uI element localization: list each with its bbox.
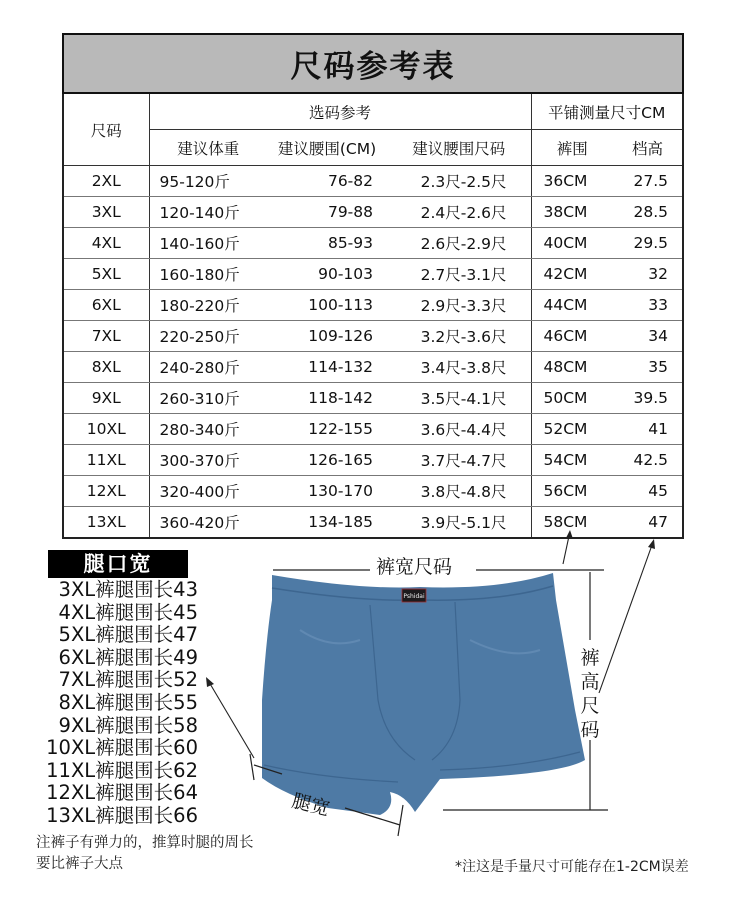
leg-opening-item: 4XL裤腿围长45 — [58, 600, 198, 624]
header-waist-chi: 建议腰围尺码 — [387, 130, 531, 166]
cell-waist-cm: 114-132 — [267, 352, 387, 383]
leg-opening-item: 8XL裤腿围长55 — [58, 690, 198, 714]
cell-rise: 35 — [613, 352, 683, 383]
leg-opening-item: 10XL裤腿围长60 — [46, 736, 198, 760]
cell-hip: 50CM — [531, 383, 613, 414]
cell-rise: 34 — [613, 321, 683, 352]
cell-hip: 52CM — [531, 414, 613, 445]
cell-hip: 48CM — [531, 352, 613, 383]
cell-hip: 54CM — [531, 445, 613, 476]
leg-opening-item: 3XL裤腿围长43 — [58, 578, 198, 601]
cell-rise: 42.5 — [613, 445, 683, 476]
rise-label-char: 裤 — [580, 647, 600, 669]
cell-size: 7XL — [63, 321, 149, 352]
header-group-flat: 平铺测量尺寸CM — [531, 93, 683, 130]
cell-waist-cm: 118-142 — [267, 383, 387, 414]
cell-size: 5XL — [63, 259, 149, 290]
cell-size: 6XL — [63, 290, 149, 321]
rise-label-char: 高 — [580, 671, 600, 693]
header-size: 尺码 — [63, 93, 149, 166]
cell-hip: 36CM — [531, 166, 613, 197]
cell-hip: 46CM — [531, 321, 613, 352]
cell-waist-cm: 134-185 — [267, 507, 387, 539]
cell-rise: 47 — [613, 507, 683, 539]
cell-rise: 45 — [613, 476, 683, 507]
cell-waist-chi: 2.7尺-3.1尺 — [387, 259, 531, 290]
cell-waist-cm: 126-165 — [267, 445, 387, 476]
waist-width-label: 裤宽尺码 — [376, 556, 453, 578]
cell-hip: 44CM — [531, 290, 613, 321]
cell-weight: 280-340斤 — [149, 414, 267, 445]
cell-rise: 29.5 — [613, 228, 683, 259]
header-weight: 建议体重 — [149, 130, 267, 166]
elastic-note-line2: 要比裤子大点 — [36, 856, 123, 872]
cell-weight: 300-370斤 — [149, 445, 267, 476]
header-rise: 档高 — [613, 130, 683, 166]
cell-waist-cm: 85-93 — [267, 228, 387, 259]
cell-size: 10XL — [63, 414, 149, 445]
cell-rise: 32 — [613, 259, 683, 290]
rise-label-char: 尺 — [580, 695, 600, 717]
arrow-to-hip-column-icon — [563, 530, 573, 564]
cell-weight: 140-160斤 — [149, 228, 267, 259]
cell-rise: 27.5 — [613, 166, 683, 197]
table-title: 尺码参考表 — [63, 34, 683, 93]
cell-waist-chi: 2.3尺-2.5尺 — [387, 166, 531, 197]
cell-waist-cm: 100-113 — [267, 290, 387, 321]
cell-weight: 260-310斤 — [149, 383, 267, 414]
arrow-to-leg-list-icon — [206, 677, 254, 758]
header-hip: 裤围 — [531, 130, 613, 166]
cell-waist-cm: 122-155 — [267, 414, 387, 445]
cell-size: 2XL — [63, 166, 149, 197]
cell-weight: 360-420斤 — [149, 507, 267, 539]
cell-waist-chi: 3.8尺-4.8尺 — [387, 476, 531, 507]
cell-size: 12XL — [63, 476, 149, 507]
leg-opening-item: 9XL裤腿围长58 — [58, 713, 198, 737]
cell-rise: 28.5 — [613, 197, 683, 228]
cell-waist-cm: 130-170 — [267, 476, 387, 507]
rise-height-label — [578, 646, 602, 742]
arrow-to-rise-column-icon — [599, 539, 655, 693]
cell-waist-chi: 3.5尺-4.1尺 — [387, 383, 531, 414]
cell-hip: 42CM — [531, 259, 613, 290]
cell-rise: 41 — [613, 414, 683, 445]
leg-opening-item: 11XL裤腿围长62 — [46, 758, 198, 782]
leg-opening-item: 6XL裤腿围长49 — [58, 645, 198, 669]
cell-waist-chi: 3.4尺-3.8尺 — [387, 352, 531, 383]
measurement-disclaimer: *注这是手量尺寸可能存在1-2CM误差 — [455, 859, 689, 875]
cell-waist-chi: 2.6尺-2.9尺 — [387, 228, 531, 259]
cell-waist-cm: 90-103 — [267, 259, 387, 290]
leg-opening-item: 5XL裤腿围长47 — [58, 623, 198, 647]
cell-weight: 160-180斤 — [149, 259, 267, 290]
cell-waist-chi: 2.9尺-3.3尺 — [387, 290, 531, 321]
header-waist-cm: 建议腰围(CM) — [267, 130, 387, 166]
cell-size: 4XL — [63, 228, 149, 259]
cell-rise: 33 — [613, 290, 683, 321]
cell-waist-cm: 79-88 — [267, 197, 387, 228]
header-group-select: 选码参考 — [149, 93, 531, 130]
leg-opening-item: 13XL裤腿围长66 — [46, 803, 198, 827]
cell-waist-chi: 3.2尺-3.6尺 — [387, 321, 531, 352]
elastic-note-line1: 注裤子有弹力的，推算时腿的周长 — [36, 835, 254, 851]
cell-hip: 56CM — [531, 476, 613, 507]
cell-size: 8XL — [63, 352, 149, 383]
brand-tag-text: Pshidai — [403, 593, 425, 600]
leg-tick-right — [398, 805, 403, 836]
boxer-briefs-illustration — [262, 573, 585, 815]
cell-size: 11XL — [63, 445, 149, 476]
cell-hip: 40CM — [531, 228, 613, 259]
cell-weight: 95-120斤 — [149, 166, 267, 197]
leg-opening-title: 腿口宽 — [48, 550, 188, 578]
cell-hip: 38CM — [531, 197, 613, 228]
cell-weight: 180-220斤 — [149, 290, 267, 321]
cell-weight: 320-400斤 — [149, 476, 267, 507]
cell-rise: 39.5 — [613, 383, 683, 414]
cell-hip: 58CM — [531, 507, 613, 539]
cell-weight: 240-280斤 — [149, 352, 267, 383]
cell-size: 3XL — [63, 197, 149, 228]
leg-width-label: 腿宽 — [289, 789, 332, 821]
leg-opening-item: 7XL裤腿围长52 — [58, 668, 198, 692]
cell-waist-cm: 109-126 — [267, 321, 387, 352]
cell-waist-chi: 2.4尺-2.6尺 — [387, 197, 531, 228]
cell-waist-chi: 3.7尺-4.7尺 — [387, 445, 531, 476]
cell-size: 13XL — [63, 507, 149, 539]
leg-opening-item: 12XL裤腿围长64 — [46, 781, 198, 805]
cell-weight: 120-140斤 — [149, 197, 267, 228]
cell-size: 9XL — [63, 383, 149, 414]
cell-waist-chi: 3.6尺-4.4尺 — [387, 414, 531, 445]
cell-waist-cm: 76-82 — [267, 166, 387, 197]
cell-weight: 220-250斤 — [149, 321, 267, 352]
cell-waist-chi: 3.9尺-5.1尺 — [387, 507, 531, 539]
rise-label-char: 码 — [580, 719, 600, 741]
